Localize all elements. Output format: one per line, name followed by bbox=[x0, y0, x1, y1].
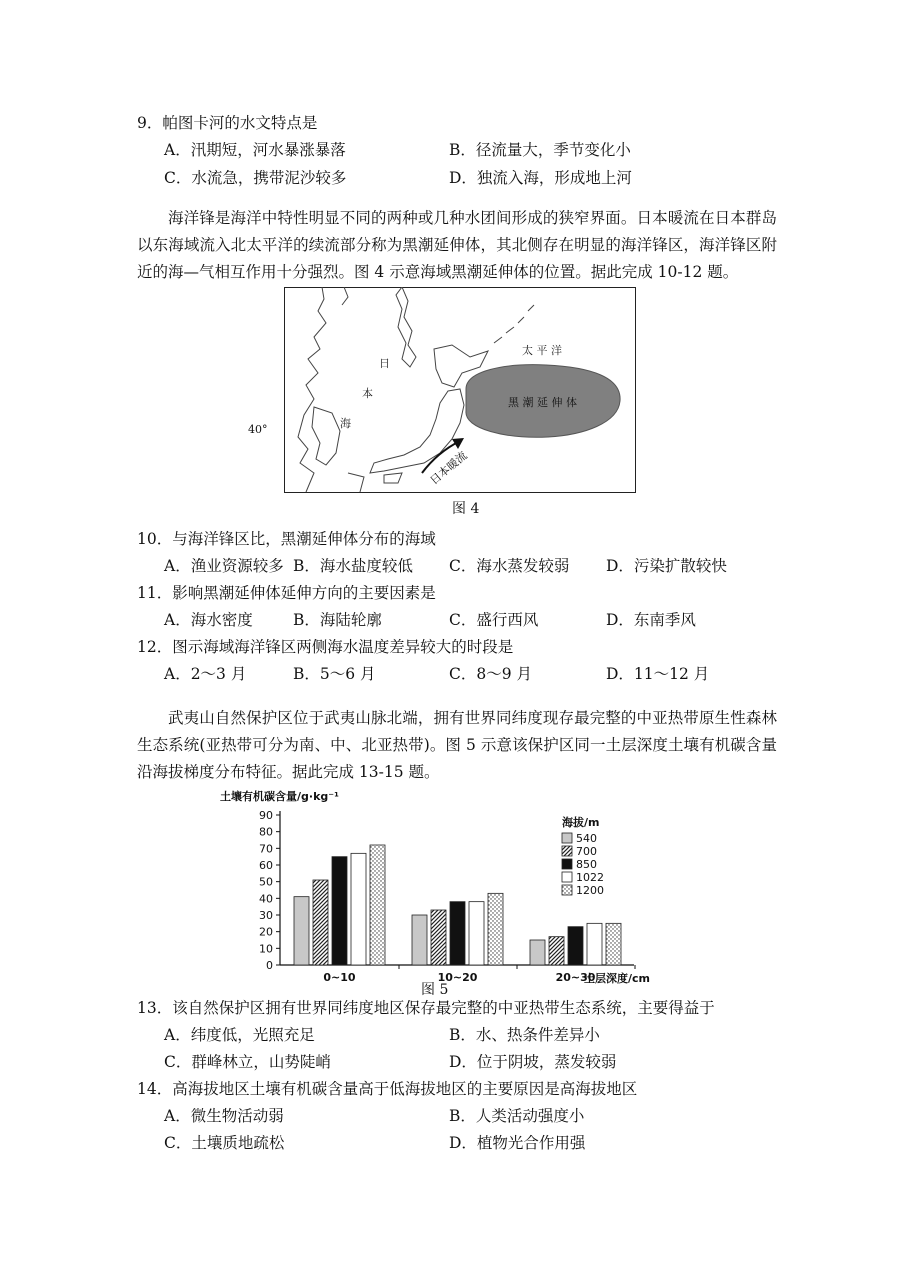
legend-label-1200: 1200 bbox=[576, 884, 604, 897]
japan-current-label: 日本暖流 bbox=[427, 449, 470, 488]
q10-option-d: D．污染扩散较快 bbox=[606, 557, 727, 575]
q11-option-b: B．海陆轮廓 bbox=[293, 611, 382, 629]
legend-swatch-700 bbox=[562, 846, 572, 856]
q9-option-a: A．汛期短，河水暴涨暴落 bbox=[164, 141, 346, 159]
q14-option-b: B．人类活动强度小 bbox=[449, 1107, 585, 1125]
bar-850-1 bbox=[450, 902, 465, 965]
legend-label-540: 540 bbox=[576, 832, 597, 845]
bar-1200-2 bbox=[606, 923, 621, 965]
question-13-stem: 13．该自然保护区拥有世界同纬度地区保存最完整的中亚热带生态系统，主要得益于 bbox=[137, 999, 715, 1017]
bar-850-2 bbox=[568, 927, 583, 965]
bar-1200-0 bbox=[370, 845, 385, 965]
y-tick-label: 20 bbox=[259, 925, 273, 939]
figure-4-caption: 图 4 bbox=[452, 501, 480, 517]
map-label-ri: 日 bbox=[379, 357, 390, 370]
question-12-stem: 12．图示海域海洋锋区两侧海水温度差异较大的时段是 bbox=[137, 638, 514, 656]
bar-1200-1 bbox=[488, 893, 503, 965]
bar-1022-1 bbox=[469, 902, 484, 965]
figure-4-map bbox=[284, 287, 636, 493]
legend-swatch-1200 bbox=[562, 885, 572, 895]
question-9-stem: 9．帕图卡河的水文特点是 bbox=[137, 114, 318, 132]
q13-option-a: A．纬度低，光照充足 bbox=[164, 1026, 315, 1044]
question-14-stem: 14．高海拔地区土壤有机碳含量高于低海拔地区的主要原因是高海拔地区 bbox=[137, 1080, 638, 1098]
legend-title: 海拔/m bbox=[562, 816, 600, 829]
bar-700-1 bbox=[431, 910, 446, 965]
q13-option-d: D．位于阴坡，蒸发较弱 bbox=[449, 1053, 617, 1071]
y-tick-label: 50 bbox=[259, 875, 273, 889]
kuroshio-extension-label: 黑 潮 延 伸 体 bbox=[508, 396, 577, 409]
q9-option-b: B．径流量大，季节变化小 bbox=[449, 141, 631, 159]
bar-540-1 bbox=[412, 915, 427, 965]
y-tick-label: 70 bbox=[259, 842, 273, 856]
y-tick-label: 0 bbox=[266, 959, 273, 972]
bar-540-0 bbox=[294, 897, 309, 965]
bar-540-2 bbox=[530, 940, 545, 965]
q13-option-c: C．群峰林立，山势陡峭 bbox=[164, 1053, 331, 1071]
bar-850-0 bbox=[332, 857, 347, 965]
legend-swatch-540 bbox=[562, 833, 572, 843]
x-tick-label: 10~20 bbox=[437, 971, 478, 984]
legend-swatch-850 bbox=[562, 859, 572, 869]
q11-option-c: C．盛行西风 bbox=[449, 611, 539, 629]
y-tick-label: 80 bbox=[259, 825, 273, 839]
q12-option-d: D．11～12 月 bbox=[606, 665, 710, 683]
bar-1022-2 bbox=[587, 923, 602, 965]
legend-label-700: 700 bbox=[576, 845, 597, 858]
legend-label-1022: 1022 bbox=[576, 871, 604, 884]
x-tick-label: 0~10 bbox=[323, 971, 356, 984]
x-tick-label: 20~30 bbox=[555, 971, 596, 984]
q12-option-c: C．8～9 月 bbox=[449, 665, 533, 683]
q12-option-a: A．2～3 月 bbox=[164, 665, 247, 683]
figure-5-caption: 图 5 bbox=[421, 982, 449, 998]
map-label-hai: 海 bbox=[340, 417, 351, 430]
q14-option-d: D．植物光合作用强 bbox=[449, 1134, 586, 1152]
y-tick-label: 10 bbox=[259, 942, 273, 956]
y-tick-label: 30 bbox=[259, 909, 273, 922]
question-10-stem: 10．与海洋锋区比，黑潮延伸体分布的海域 bbox=[137, 530, 436, 548]
q14-option-a: A．微生物活动弱 bbox=[164, 1107, 284, 1125]
q14-option-c: C．土壤质地疏松 bbox=[164, 1134, 285, 1152]
bar-700-0 bbox=[313, 880, 328, 965]
bar-700-2 bbox=[549, 937, 564, 965]
legend-label-850: 850 bbox=[576, 858, 597, 871]
map-label-ben: 本 bbox=[362, 387, 373, 400]
figure-5-bar-chart bbox=[216, 788, 656, 1000]
q11-option-d: D．东南季风 bbox=[606, 611, 696, 629]
y-axis-title: 土壤有机碳含量/g·kg⁻¹ bbox=[220, 790, 339, 803]
q13-option-b: B．水、热条件差异小 bbox=[449, 1026, 600, 1044]
y-tick-label: 90 bbox=[259, 809, 273, 822]
q11-option-a: A．海水密度 bbox=[164, 611, 253, 629]
q12-option-b: B．5～6 月 bbox=[293, 665, 376, 683]
question-11-stem: 11．影响黑潮延伸体延伸方向的主要因素是 bbox=[137, 584, 436, 602]
q10-option-b: B．海水盐度较低 bbox=[293, 557, 413, 575]
legend-swatch-1022 bbox=[562, 872, 572, 882]
q10-option-a: A．渔业资源较多 bbox=[164, 557, 284, 575]
q9-option-c: C．水流急，携带泥沙较多 bbox=[164, 169, 347, 187]
intro-paragraph-2: 武夷山自然保护区位于武夷山脉北端，拥有世界同纬度现存最完整的中亚热带原生性森林生态系统(亚热带可分为南、中、北亚热带)。图 5 示意该保护区同一土层深度土壤有机碳含量沿海拔梯度分布特征。据此完成 13-15 题。 bbox=[137, 709, 777, 781]
q10-option-c: C．海水蒸发较弱 bbox=[449, 557, 570, 575]
q9-option-d: D．独流入海，形成地上河 bbox=[449, 169, 632, 187]
intro-paragraph-1: 海洋锋是海洋中特性明显不同的两种或几种水团间形成的狭窄界面。日本暖流在日本群岛以东海域流入北太平洋的续流部分称为黑潮延伸体，其北侧存在明显的海洋锋区，海洋锋区附近的海—气相互作用十分强烈。图 4 示意海域黑潮延伸体的位置。据此完成 10-12 题。 bbox=[137, 209, 777, 281]
bar-1022-0 bbox=[351, 853, 366, 965]
pacific-ocean-label: 太 平 洋 bbox=[522, 344, 562, 357]
y-tick-label: 40 bbox=[259, 892, 273, 906]
latitude-40-label: 40° bbox=[248, 423, 268, 436]
x-axis-title: 土层深度/cm bbox=[584, 972, 650, 985]
y-tick-label: 60 bbox=[259, 859, 273, 872]
